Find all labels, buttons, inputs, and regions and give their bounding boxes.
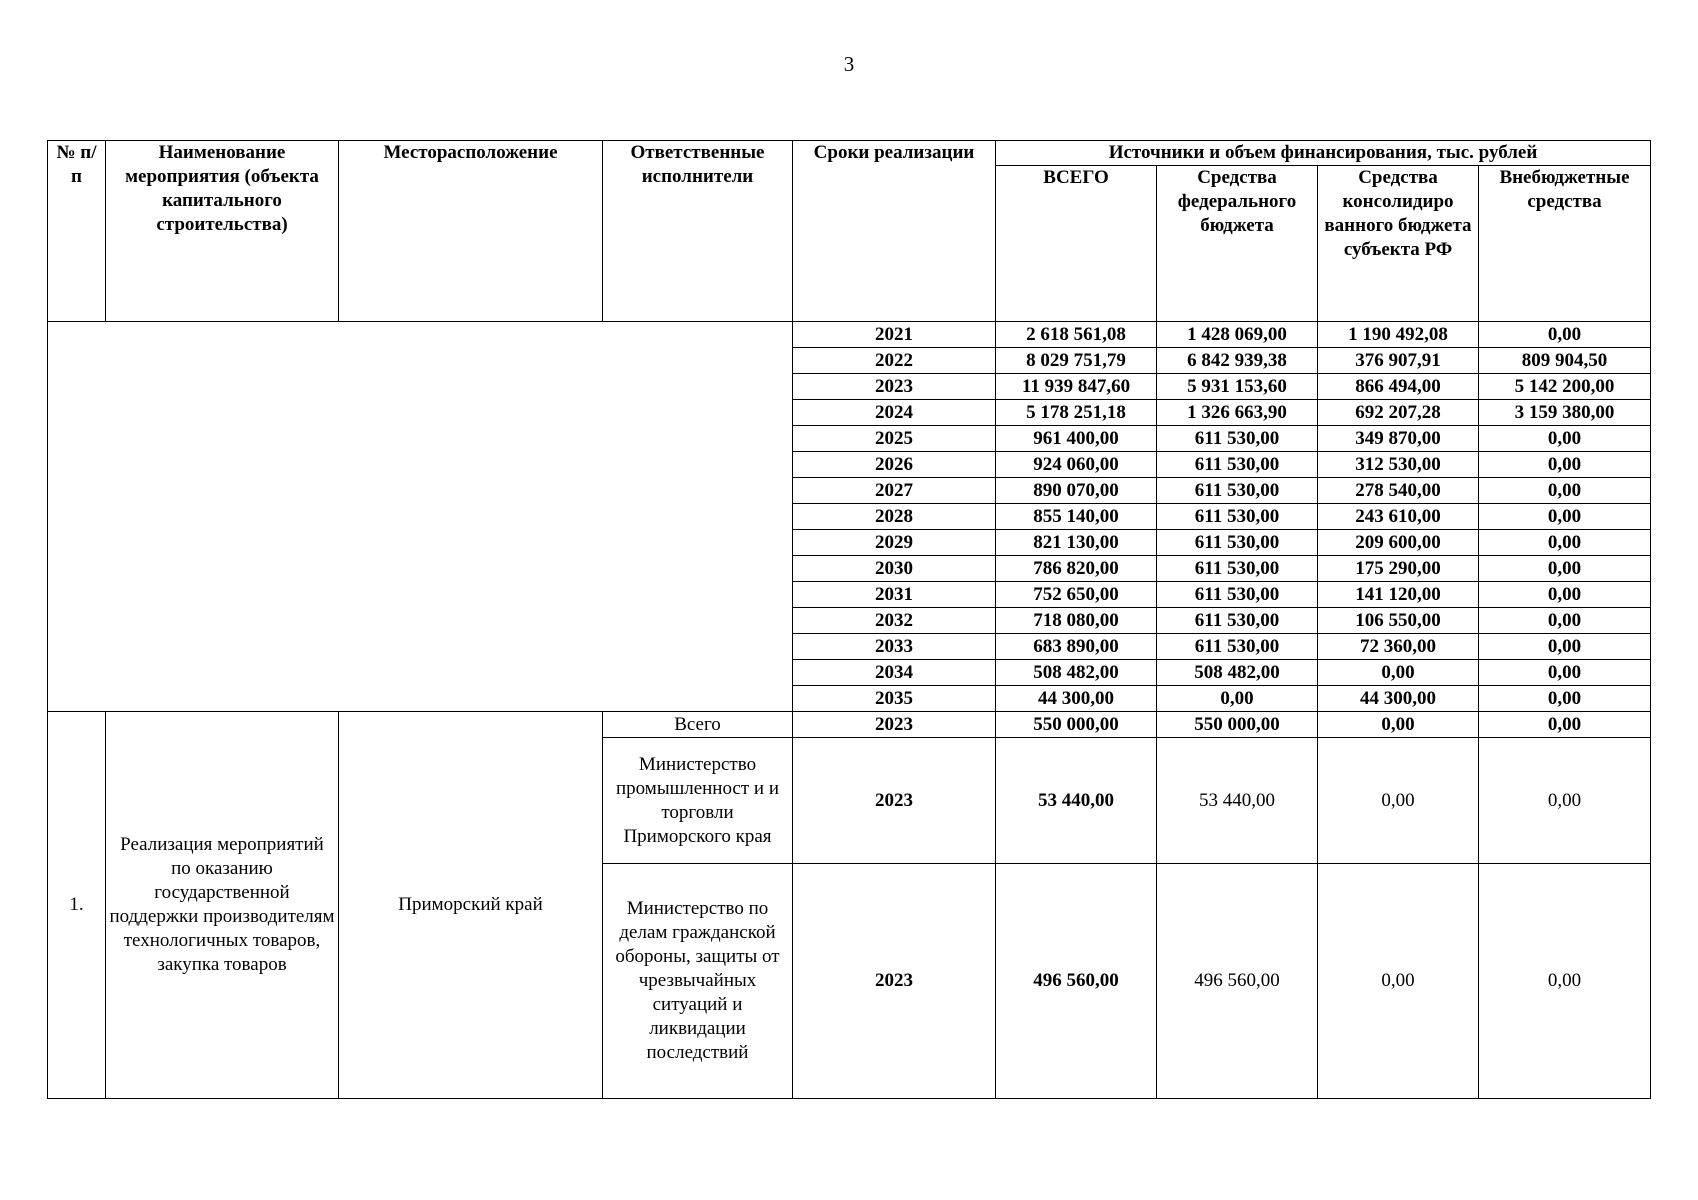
summary-year-cell: 2034 [793, 660, 996, 686]
summary-federal-cell: 611 530,00 [1157, 582, 1318, 608]
summary-regional-cell: 175 290,00 [1318, 556, 1479, 582]
item-sub-executor: Министерство по делам гражданской обороны, защиты от чрезвычайных ситуаций и ликвидации последствий [603, 864, 793, 1099]
item-sub-year: 2023 [793, 864, 996, 1099]
summary-federal-cell: 611 530,00 [1157, 426, 1318, 452]
summary-year-cell: 2024 [793, 400, 996, 426]
summary-federal-cell: 0,00 [1157, 686, 1318, 712]
item-body [48, 712, 1651, 1099]
summary-federal-cell: 611 530,00 [1157, 530, 1318, 556]
summary-total-cell: 11 939 847,60 [996, 374, 1157, 400]
summary-total-cell: 5 178 251,18 [996, 400, 1157, 426]
summary-extra-cell: 0,00 [1479, 634, 1651, 660]
header-regional: Средства консолидиро ванного бюджета субъекта РФ [1318, 166, 1479, 322]
summary-year-cell: 2025 [793, 426, 996, 452]
summary-regional-cell: 692 207,28 [1318, 400, 1479, 426]
summary-total-cell: 752 650,00 [996, 582, 1157, 608]
summary-year-cell: 2026 [793, 452, 996, 478]
item-name: Реализация мероприятий по оказанию государственной поддержки производителям технологичных товаров, закупка товаров [106, 712, 339, 1099]
summary-extra-cell: 0,00 [1479, 426, 1651, 452]
item-total-extra: 0,00 [1479, 712, 1651, 738]
summary-regional-cell: 141 120,00 [1318, 582, 1479, 608]
summary-extra-cell: 0,00 [1479, 478, 1651, 504]
item-total-year: 2023 [793, 712, 996, 738]
item-sub-executor: Министерство промышленност и и торговли Приморского края [603, 738, 793, 864]
summary-year-cell: 2035 [793, 686, 996, 712]
summary-regional-cell: 312 530,00 [1318, 452, 1479, 478]
summary-extra-cell: 3 159 380,00 [1479, 400, 1651, 426]
header-name: Наименование мероприятия (объекта капитального строительства) [106, 141, 339, 322]
summary-year-cell: 2028 [793, 504, 996, 530]
summary-body [48, 322, 1651, 712]
summary-extra-cell: 0,00 [1479, 530, 1651, 556]
summary-extra-cell: 0,00 [1479, 322, 1651, 348]
summary-regional-cell: 72 360,00 [1318, 634, 1479, 660]
summary-extra-cell: 0,00 [1479, 504, 1651, 530]
summary-year-cell: 2031 [793, 582, 996, 608]
item-total-federal: 550 000,00 [1157, 712, 1318, 738]
summary-regional-cell: 44 300,00 [1318, 686, 1479, 712]
summary-total-cell: 8 029 751,79 [996, 348, 1157, 374]
header-federal: Средства федерального бюджета [1157, 166, 1318, 322]
summary-year-cell: 2030 [793, 556, 996, 582]
summary-year-cell: 2021 [793, 322, 996, 348]
summary-federal-cell: 611 530,00 [1157, 452, 1318, 478]
summary-extra-cell: 5 142 200,00 [1479, 374, 1651, 400]
summary-federal-cell: 1 428 069,00 [1157, 322, 1318, 348]
summary-regional-cell: 278 540,00 [1318, 478, 1479, 504]
summary-year-cell: 2027 [793, 478, 996, 504]
summary-year-cell: 2032 [793, 608, 996, 634]
summary-row [48, 322, 1651, 348]
summary-federal-cell: 508 482,00 [1157, 660, 1318, 686]
summary-total-cell: 821 130,00 [996, 530, 1157, 556]
summary-year-cell: 2022 [793, 348, 996, 374]
summary-extra-cell: 0,00 [1479, 660, 1651, 686]
summary-total-cell: 890 070,00 [996, 478, 1157, 504]
summary-extra-cell: 0,00 [1479, 582, 1651, 608]
item-sub-year: 2023 [793, 738, 996, 864]
summary-federal-cell: 611 530,00 [1157, 556, 1318, 582]
summary-regional-cell: 376 907,91 [1318, 348, 1479, 374]
item-sub-regional: 0,00 [1318, 738, 1479, 864]
item-sub-extra: 0,00 [1479, 738, 1651, 864]
item-total-total: 550 000,00 [996, 712, 1157, 738]
summary-year-cell: 2029 [793, 530, 996, 556]
summary-total-cell: 508 482,00 [996, 660, 1157, 686]
item-sub-federal: 496 560,00 [1157, 864, 1318, 1099]
header-num: № п/п [48, 141, 106, 322]
summary-regional-cell: 243 610,00 [1318, 504, 1479, 530]
summary-extra-cell: 0,00 [1479, 686, 1651, 712]
item-total-row [48, 712, 1651, 738]
header-executors: Ответственные исполнители [603, 141, 793, 322]
summary-total-cell: 961 400,00 [996, 426, 1157, 452]
summary-federal-cell: 1 326 663,90 [1157, 400, 1318, 426]
summary-total-cell: 718 080,00 [996, 608, 1157, 634]
header-row-1 [48, 141, 1651, 166]
summary-federal-cell: 611 530,00 [1157, 608, 1318, 634]
summary-total-cell: 683 890,00 [996, 634, 1157, 660]
financing-table [47, 140, 1651, 1099]
header-location: Месторасположение [339, 141, 603, 322]
summary-regional-cell: 349 870,00 [1318, 426, 1479, 452]
header-total: ВСЕГО [996, 166, 1157, 322]
summary-extra-cell: 0,00 [1479, 452, 1651, 478]
summary-total-cell: 855 140,00 [996, 504, 1157, 530]
summary-regional-cell: 1 190 492,08 [1318, 322, 1479, 348]
header-terms: Сроки реализации [793, 141, 996, 322]
summary-extra-cell: 0,00 [1479, 608, 1651, 634]
summary-regional-cell: 0,00 [1318, 660, 1479, 686]
summary-total-cell: 924 060,00 [996, 452, 1157, 478]
summary-federal-cell: 5 931 153,60 [1157, 374, 1318, 400]
item-location: Приморский край [339, 712, 603, 1099]
item-sub-regional: 0,00 [1318, 864, 1479, 1099]
item-sub-total: 496 560,00 [996, 864, 1157, 1099]
summary-total-cell: 44 300,00 [996, 686, 1157, 712]
summary-regional-cell: 106 550,00 [1318, 608, 1479, 634]
item-num: 1. [48, 712, 106, 1099]
item-sub-extra: 0,00 [1479, 864, 1651, 1099]
summary-federal-cell: 611 530,00 [1157, 504, 1318, 530]
item-sub-total: 53 440,00 [996, 738, 1157, 864]
item-sub-federal: 53 440,00 [1157, 738, 1318, 864]
summary-total-cell: 786 820,00 [996, 556, 1157, 582]
summary-year-cell: 2033 [793, 634, 996, 660]
summary-regional-cell: 866 494,00 [1318, 374, 1479, 400]
item-total-regional: 0,00 [1318, 712, 1479, 738]
summary-extra-cell: 0,00 [1479, 556, 1651, 582]
summary-extra-cell: 809 904,50 [1479, 348, 1651, 374]
header-sources: Источники и объем финансирования, тыс. рублей [996, 141, 1651, 166]
item-total-executor: Всего [603, 712, 793, 738]
summary-federal-cell: 611 530,00 [1157, 634, 1318, 660]
summary-blank-cell [48, 322, 793, 712]
summary-year-cell: 2023 [793, 374, 996, 400]
page-number: 3 [843, 52, 855, 76]
summary-total-cell: 2 618 561,08 [996, 322, 1157, 348]
summary-federal-cell: 6 842 939,38 [1157, 348, 1318, 374]
header-extra: Внебюджетные средства [1479, 166, 1651, 322]
summary-regional-cell: 209 600,00 [1318, 530, 1479, 556]
summary-federal-cell: 611 530,00 [1157, 478, 1318, 504]
